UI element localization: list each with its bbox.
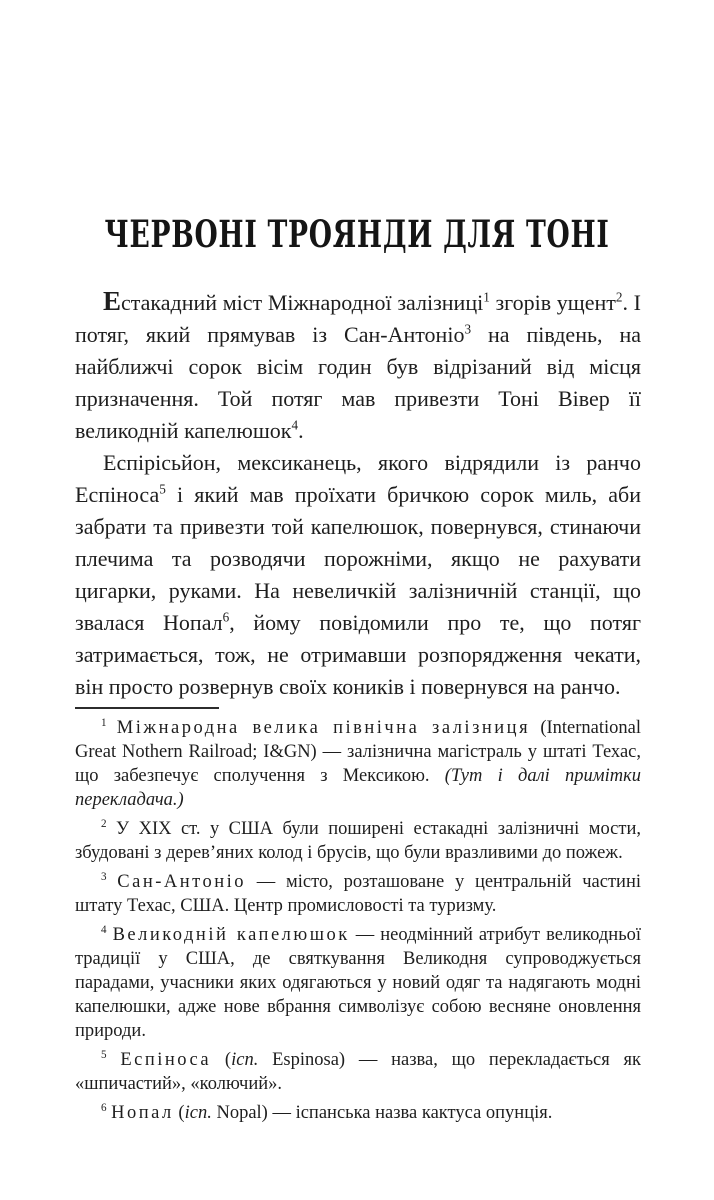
- footnote-4: $^4$ Великодній капелюшок — неодмінний атрибут великодньої традиції у США, де святкування Великодня супроводжується парадами, учасники яких одягаються у новий одяг та надягають модні капелюшки, адже нове вбрання символізує собою весняне оновлення природи.: [75, 923, 642, 1041]
- footnote-1: $^1$ Міжнародна велика північна залізниця (International Great Nothern Railroad; I&GN) — залізнична магістраль у штаті Техас, що забезпечує сполучення з Мексикою. (Тут і далі примітки перекладача.): [75, 716, 641, 810]
- footnote-5: $^5$ Еспіноса (ісп. Espinosa) — назва, що перекладається як «шпичастий», «колючий».: [75, 1048, 642, 1094]
- footnote-6: $^6$ Нопал (ісп. Nopal) — іспанська назва кактуса опунція.: [101, 1101, 553, 1123]
- footnote-3: $^3$ Сан-Антоніо — місто, розташоване у центральній частині штату Техас, США. Центр промисловості та туризму.: [75, 870, 641, 916]
- footnotes-section: [75, 716, 641, 1130]
- body-text: [75, 285, 641, 703]
- footnote-separator: [75, 707, 219, 709]
- story-paragraph-2: Еспірісьйон, мексиканець, якого відрядили із ранчо Еспіноса$^5$ і який мав проїхати бричкою сорок миль, аби забрати та привезти той капелюшок, повернувся, стинаючи плечима та розводячи порожніми, якщо не рахувати цигарки, руками. На невеличкій залізничній станції, що звалася Нопал$^6$, йому повідомили про те, що потяг затримається, тож, не отримавши розпорядження чекати, він просто розвернув своїх коників і повернувся на ранчо.: [75, 450, 641, 699]
- footnote-2: $^2$ У XIX ст. у США були поширені естакадні залізничні мости, збудовані з дерев’яних колод і брусів, що були вразливими до пожеж.: [75, 817, 641, 863]
- chapter-title: ЧЕРВОНІ ТРОЯНДИ ДЛЯ ТОНІ: [104, 212, 610, 256]
- story-paragraph-1: Естакадний міст Міжнародної залізниці$^1$ згорів ущент$^2$. І потяг, який прямував із Сан-Антоніо$^3$ на південь, на найближчі сорок вісім годин був відрізаний від місця призначення. Той потяг мав привезти Тоні Вівер її великодній капелюшок$^4$.: [75, 286, 641, 443]
